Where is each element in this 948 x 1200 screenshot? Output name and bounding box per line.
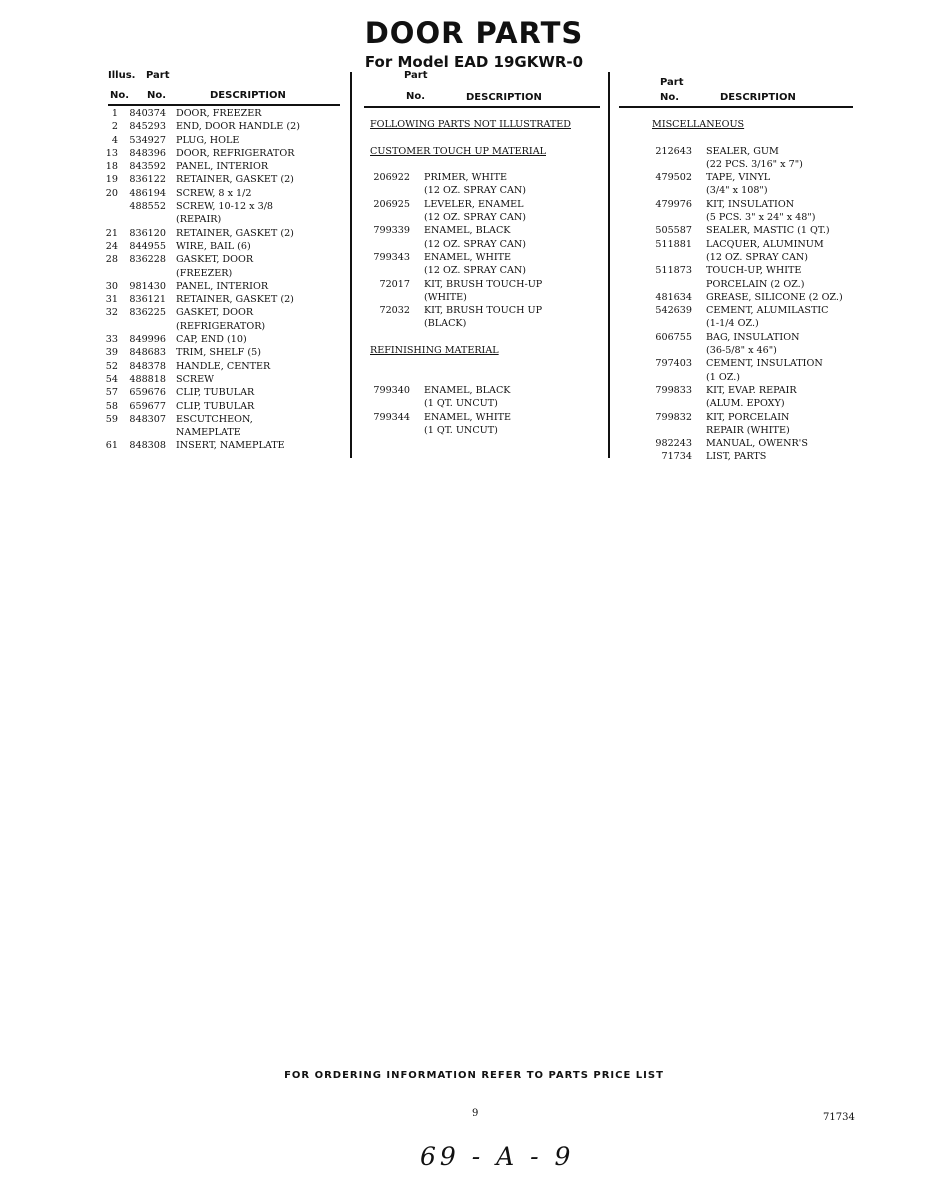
part-description: HANDLE, CENTER — [176, 360, 271, 372]
part-number — [118, 320, 166, 333]
ordering-footer: FOR ORDERING INFORMATION REFER TO PARTS PRICE LIST — [284, 1070, 664, 1081]
parts-row — [335, 424, 571, 437]
part-description: DOOR, FREEZER — [176, 108, 262, 119]
parts-row — [100, 320, 300, 333]
col1-header-illus: Illus. — [108, 70, 136, 81]
part-description: BAG, INSULATION — [706, 331, 800, 343]
part-description: SCREW, 8 x 1/2 — [176, 187, 252, 199]
part-number: 799343 — [373, 251, 410, 263]
part-description: RETAINER, GASKET (2) — [176, 174, 294, 186]
part-number: 481634 — [655, 291, 692, 303]
parts-row — [100, 253, 300, 266]
spacer-row — [617, 131, 843, 144]
illus-number: 13 — [105, 147, 118, 159]
part-description: SEALER, GUM — [706, 145, 779, 157]
part-number — [355, 291, 410, 304]
page-number: 9 — [472, 1108, 479, 1119]
part-number: 843592 — [129, 161, 166, 173]
parts-row — [100, 360, 300, 373]
part-number: 848307 — [129, 413, 166, 425]
col3-header-no: No. — [660, 92, 680, 103]
part-description: LIST, PARTS — [706, 451, 767, 463]
part-description: MANUAL, OWENR'S — [706, 438, 808, 450]
illus-number: 57 — [105, 387, 118, 399]
parts-row — [617, 344, 843, 357]
col1-header-rule — [108, 104, 340, 106]
part-number: 542639 — [655, 305, 692, 317]
parts-row — [100, 107, 300, 120]
parts-row — [617, 184, 843, 197]
part-number: 659677 — [129, 400, 166, 412]
part-description: (5 PCS. 3" x 24" x 48") — [706, 212, 816, 224]
part-number: 836120 — [129, 227, 166, 239]
part-number: 848308 — [129, 440, 166, 452]
parts-row — [335, 397, 571, 410]
parts-row — [617, 264, 843, 277]
part-description: SCREW — [176, 373, 215, 385]
spacer-row — [335, 158, 571, 171]
illus-number: 52 — [105, 360, 118, 372]
parts-row — [100, 400, 300, 413]
part-description: SEALER, MASTIC (1 QT.) — [706, 225, 830, 237]
part-description: CEMENT, INSULATION — [706, 358, 823, 370]
part-number: 488818 — [129, 373, 166, 385]
part-description: (36-5/8" x 46") — [706, 345, 777, 357]
part-number — [355, 184, 410, 197]
part-number: 479502 — [655, 172, 692, 184]
parts-row — [100, 227, 300, 240]
parts-row — [100, 306, 300, 319]
illus-number: 31 — [105, 294, 118, 306]
part-description: CEMENT, ALUMILASTIC — [706, 305, 829, 317]
parts-row — [335, 384, 571, 397]
part-number: 981430 — [129, 280, 166, 292]
part-number: 206925 — [373, 198, 410, 210]
part-description: KIT, BRUSH TOUCH UP — [424, 305, 543, 317]
part-number — [637, 397, 692, 410]
part-number: 848378 — [129, 360, 166, 372]
illus-number — [100, 426, 118, 439]
model-subtitle: For Model EAD 19GKWR-0 — [364, 53, 584, 71]
parts-row — [617, 331, 843, 344]
section-heading: FOLLOWING PARTS NOT ILLUSTRATED — [370, 119, 571, 130]
part-description: (1 QT. UNCUT) — [424, 398, 498, 410]
col2-header-rule — [364, 106, 600, 108]
col3-header-part: Part — [660, 77, 684, 88]
parts-row — [100, 134, 300, 147]
part-number — [637, 424, 692, 437]
column-divider-2 — [608, 72, 610, 458]
part-number — [118, 267, 166, 280]
part-description: (3/4" x 108") — [706, 185, 768, 197]
parts-row — [100, 213, 300, 226]
part-number — [637, 251, 692, 264]
part-description: PORCELAIN (2 OZ.) — [706, 278, 805, 290]
col2-header-description: DESCRIPTION — [466, 92, 542, 103]
page-title: DOOR PARTS — [364, 16, 584, 50]
parts-row — [617, 317, 843, 330]
part-number — [637, 158, 692, 171]
part-description: INSERT, NAMEPLATE — [176, 440, 285, 452]
part-description: ENAMEL, BLACK — [424, 384, 511, 396]
part-description: ENAMEL, WHITE — [424, 251, 512, 263]
part-number — [355, 238, 410, 251]
illus-number: 28 — [105, 254, 118, 266]
part-number — [637, 344, 692, 357]
part-description: (12 OZ. SPRAY CAN) — [706, 251, 809, 263]
col3-header-description: DESCRIPTION — [720, 92, 796, 103]
part-description: RETAINER, GASKET (2) — [176, 294, 294, 306]
part-description: KIT, EVAP. REPAIR — [706, 384, 797, 396]
part-number: 799339 — [373, 225, 410, 237]
part-description: WIRE, BAIL (6) — [176, 240, 251, 252]
part-description: (FREEZER) — [176, 267, 233, 279]
part-number: 982243 — [655, 438, 692, 450]
spacer-row — [335, 357, 571, 370]
part-description: KIT, BRUSH TOUCH-UP — [424, 278, 543, 290]
part-number — [355, 424, 410, 437]
part-number — [118, 213, 166, 226]
parts-row — [335, 224, 571, 237]
parts-row — [100, 333, 300, 346]
part-description: (1-1/4 OZ.) — [706, 318, 759, 330]
parts-row — [617, 145, 843, 158]
part-number — [355, 211, 410, 224]
part-number: 488552 — [129, 201, 166, 213]
section-heading-row — [335, 344, 571, 357]
parts-row — [335, 251, 571, 264]
parts-row — [100, 187, 300, 200]
illus-number — [100, 320, 118, 333]
part-number: 72017 — [379, 278, 410, 290]
part-description: (1 QT. UNCUT) — [424, 424, 498, 436]
part-description: TAPE, VINYL — [706, 172, 771, 184]
part-number — [355, 317, 410, 330]
part-description: (REFRIGERATOR) — [176, 320, 266, 332]
parts-row — [100, 373, 300, 386]
col1-parts-list — [100, 107, 300, 453]
parts-row — [617, 291, 843, 304]
part-number: 505587 — [655, 225, 692, 237]
parts-row — [617, 224, 843, 237]
part-number: 836121 — [129, 294, 166, 306]
illus-number — [100, 200, 118, 213]
parts-row — [335, 264, 571, 277]
part-description: (REPAIR) — [176, 214, 222, 226]
spacer-row — [335, 371, 571, 384]
col1-header-no2: No. — [147, 90, 167, 101]
part-number: 479976 — [655, 198, 692, 210]
parts-row — [617, 238, 843, 251]
part-number: 799832 — [655, 411, 692, 423]
illus-number: 39 — [105, 347, 118, 359]
parts-row — [100, 147, 300, 160]
col3-header-rule — [619, 106, 853, 108]
part-description: REPAIR (WHITE) — [706, 424, 790, 436]
parts-row — [617, 384, 843, 397]
col2-header-part: Part — [404, 70, 428, 81]
part-number: 799344 — [373, 411, 410, 423]
parts-row — [335, 291, 571, 304]
part-number: 486194 — [129, 187, 166, 199]
col1-header-description: DESCRIPTION — [210, 90, 286, 101]
parts-row — [617, 357, 843, 370]
part-description: GASKET, DOOR — [176, 254, 254, 266]
spacer-row — [335, 131, 571, 144]
parts-row — [100, 386, 300, 399]
part-description: CLIP, TUBULAR — [176, 400, 255, 412]
part-description: (ALUM. EPOXY) — [706, 398, 785, 410]
parts-row — [617, 211, 843, 224]
section-heading-row — [617, 118, 843, 131]
illus-number: 33 — [105, 334, 118, 346]
part-description: GASKET, DOOR — [176, 307, 254, 319]
parts-row — [617, 278, 843, 291]
parts-row — [617, 171, 843, 184]
part-number: 511873 — [655, 265, 692, 277]
illus-number: 2 — [111, 121, 118, 133]
parts-row — [335, 317, 571, 330]
illus-number: 61 — [105, 440, 118, 452]
parts-row — [100, 240, 300, 253]
part-number: 511881 — [655, 238, 692, 250]
parts-row — [335, 304, 571, 317]
col1-header-part: Part — [146, 70, 170, 81]
part-description: (12 OZ. SPRAY CAN) — [424, 185, 527, 197]
part-description: LACQUER, ALUMINUM — [706, 238, 824, 250]
parts-row — [617, 251, 843, 264]
part-number: 72032 — [379, 305, 410, 317]
part-number: 848396 — [129, 147, 166, 159]
parts-row — [100, 293, 300, 306]
part-description: ENAMEL, WHITE — [424, 411, 512, 423]
part-number: 797403 — [655, 358, 692, 370]
parts-row — [100, 346, 300, 359]
parts-row — [617, 437, 843, 450]
illus-number: 20 — [105, 187, 118, 199]
parts-row — [100, 160, 300, 173]
parts-row — [335, 238, 571, 251]
part-number: 212643 — [655, 145, 692, 157]
parts-row — [100, 426, 300, 439]
part-number — [355, 264, 410, 277]
parts-row — [335, 171, 571, 184]
illus-number: 4 — [111, 134, 118, 146]
parts-row — [100, 413, 300, 426]
illus-number: 58 — [105, 400, 118, 412]
illus-number: 19 — [105, 174, 118, 186]
parts-row — [617, 198, 843, 211]
section-heading-row — [335, 118, 571, 131]
part-description: TOUCH-UP, WHITE — [706, 265, 802, 277]
section-heading: MISCELLANEOUS — [652, 119, 745, 130]
part-description: (BLACK) — [424, 318, 467, 330]
parts-row — [100, 173, 300, 186]
illus-number: 30 — [105, 280, 118, 292]
parts-row — [617, 158, 843, 171]
part-description: (12 OZ. SPRAY CAN) — [424, 212, 527, 224]
illus-number — [100, 267, 118, 280]
parts-row — [617, 411, 843, 424]
col2-header-no: No. — [406, 91, 426, 102]
illus-number: 24 — [105, 240, 118, 252]
col2-parts-list — [335, 118, 571, 437]
part-description: PANEL, INTERIOR — [176, 280, 269, 292]
part-description: SCREW, 10-12 x 3/8 — [176, 201, 274, 213]
part-number — [637, 184, 692, 197]
part-number: 206922 — [373, 172, 410, 184]
col1-header-no1: No. — [110, 90, 130, 101]
part-number: 845293 — [129, 121, 166, 133]
part-number — [355, 397, 410, 410]
part-description: CLIP, TUBULAR — [176, 387, 255, 399]
part-description: (12 OZ. SPRAY CAN) — [424, 265, 527, 277]
part-number — [118, 426, 166, 439]
part-description: DOOR, REFRIGERATOR — [176, 147, 295, 159]
illus-number: 59 — [105, 413, 118, 425]
handwritten-note: 69 - A - 9 — [420, 1142, 575, 1171]
part-description: (1 OZ.) — [706, 371, 741, 383]
part-number — [637, 317, 692, 330]
parts-row — [100, 439, 300, 452]
part-description: ENAMEL, BLACK — [424, 225, 511, 237]
part-description: RETAINER, GASKET (2) — [176, 227, 294, 239]
document-number: 71734 — [823, 1112, 855, 1123]
part-description: GREASE, SILICONE (2 OZ.) — [706, 291, 843, 303]
part-number: 534927 — [129, 134, 166, 146]
part-number: 606755 — [655, 331, 692, 343]
part-description: PRIMER, WHITE — [424, 172, 508, 184]
parts-row — [617, 371, 843, 384]
illus-number: 32 — [105, 307, 118, 319]
section-heading: REFINISHING MATERIAL — [370, 345, 499, 357]
part-description: (12 OZ. SPRAY CAN) — [424, 238, 527, 250]
part-description: PANEL, INTERIOR — [176, 161, 269, 173]
part-number: 836122 — [129, 174, 166, 186]
parts-row — [100, 200, 300, 213]
parts-row — [100, 120, 300, 133]
part-number: 799340 — [373, 384, 410, 396]
parts-row — [100, 280, 300, 293]
part-description: KIT, PORCELAIN — [706, 411, 790, 423]
spacer-row — [335, 331, 571, 344]
part-number: 848683 — [129, 347, 166, 359]
part-description: CAP, END (10) — [176, 334, 247, 346]
part-number — [637, 211, 692, 224]
parts-row — [617, 304, 843, 317]
parts-row — [335, 198, 571, 211]
parts-row — [100, 267, 300, 280]
part-number: 799833 — [655, 384, 692, 396]
col3-parts-list — [617, 118, 843, 464]
part-number: 844955 — [129, 240, 166, 252]
part-number: 849996 — [129, 334, 166, 346]
part-number — [637, 278, 692, 291]
part-number: 836225 — [129, 307, 166, 319]
parts-row — [617, 424, 843, 437]
illus-number: 1 — [111, 108, 118, 119]
illus-number — [100, 213, 118, 226]
parts-row — [335, 411, 571, 424]
part-description: ESCUTCHEON, — [176, 413, 253, 425]
part-description: PLUG, HOLE — [176, 134, 240, 146]
part-description: TRIM, SHELF (5) — [176, 347, 261, 359]
part-description: LEVELER, ENAMEL — [424, 198, 524, 210]
parts-row — [335, 184, 571, 197]
part-description: END, DOOR HANDLE (2) — [176, 121, 300, 133]
part-number: 659676 — [129, 387, 166, 399]
parts-row — [335, 278, 571, 291]
part-number — [637, 371, 692, 384]
part-number: 71734 — [661, 451, 692, 463]
part-number: 840374 — [129, 108, 166, 119]
part-description: (22 PCS. 3/16" x 7") — [706, 158, 803, 170]
parts-row — [617, 450, 843, 463]
parts-row — [335, 211, 571, 224]
part-description: KIT, INSULATION — [706, 198, 795, 210]
part-number: 836228 — [129, 254, 166, 266]
part-description: NAMEPLATE — [176, 427, 241, 439]
part-description: (WHITE) — [424, 291, 467, 303]
parts-row — [617, 397, 843, 410]
section-heading-row — [335, 145, 571, 158]
illus-number: 21 — [105, 227, 118, 239]
illus-number: 54 — [105, 373, 118, 385]
illus-number: 18 — [105, 161, 118, 173]
section-heading: CUSTOMER TOUCH UP MATERIAL — [370, 145, 546, 157]
